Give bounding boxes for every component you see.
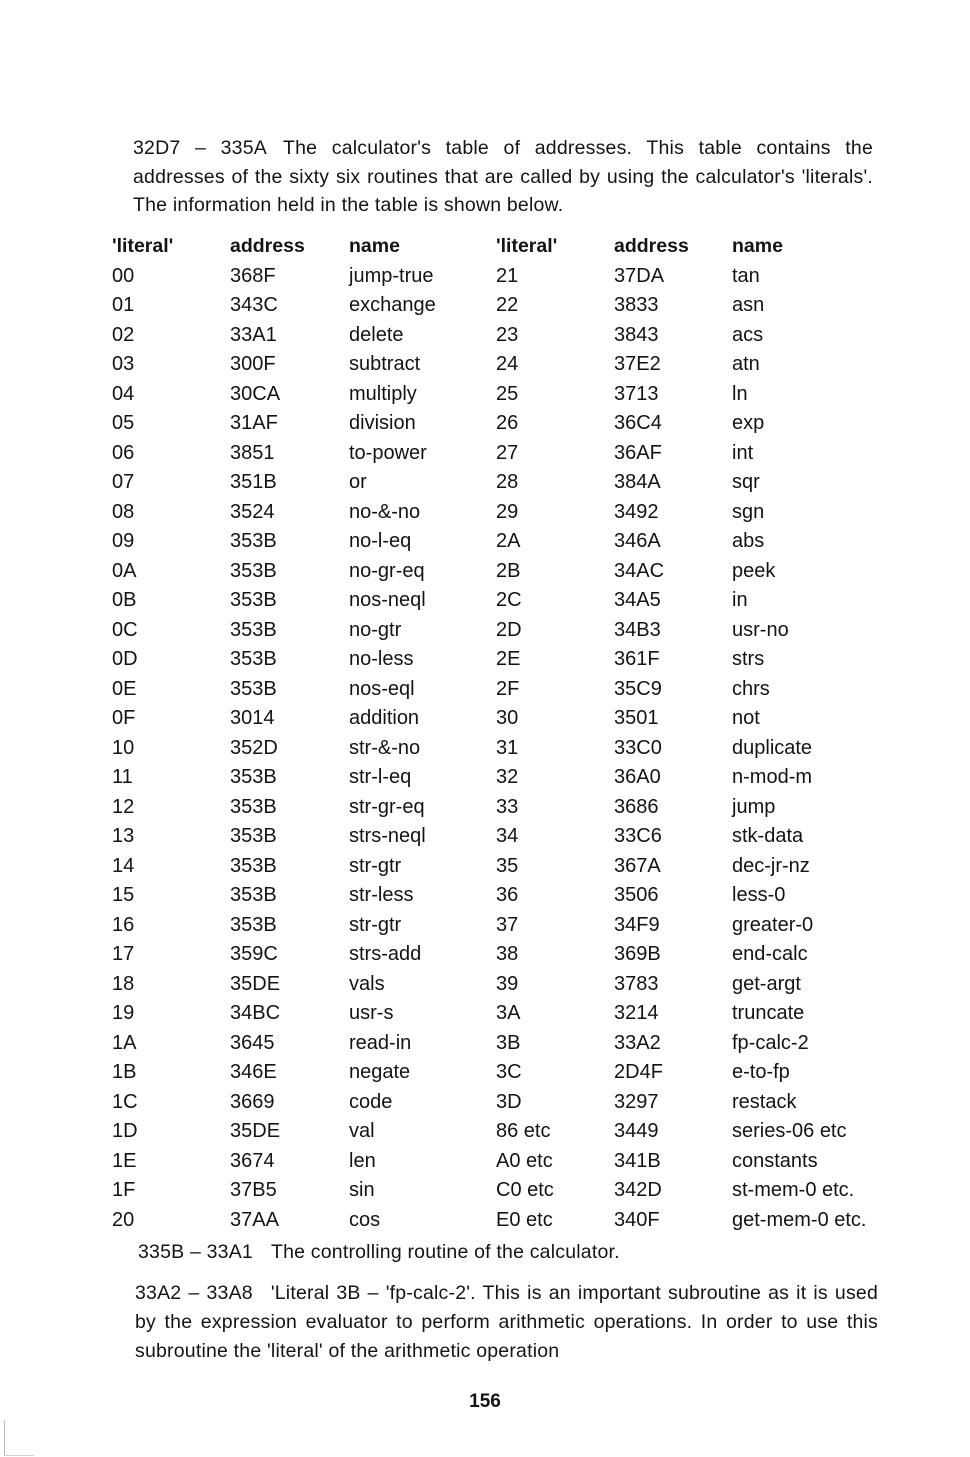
cell-name-right: strs (732, 648, 765, 670)
cell-name-right: jump (732, 795, 776, 818)
cell-address-right: 36C4 (614, 412, 662, 434)
table-row (112, 1058, 882, 1088)
cell-literal-right: 86 etc (496, 1120, 551, 1142)
cell-name-right: abs (732, 530, 765, 552)
cell-literal-left: 03 (112, 353, 135, 375)
intro-text: The calculator's table of addresses. This table contains the addresses of the sixty six routines that are called by using the calculator's 'literals'. The information held in the table is shown below. (133, 137, 873, 216)
cell-literal-left: 20 (112, 1208, 135, 1231)
table-row (112, 645, 882, 675)
cell-name-left: str-gtr (349, 913, 402, 936)
cell-address-right: 367A (614, 854, 661, 877)
cell-address-right: 3214 (614, 1002, 659, 1024)
cell-literal-left: 14 (112, 854, 135, 877)
cell-name-right: truncate (732, 1002, 805, 1024)
cell-address-left: 3524 (230, 500, 275, 523)
table-row (112, 527, 882, 557)
cell-address-right: 342D (614, 1179, 662, 1201)
cell-name-left: multiply (349, 382, 417, 405)
table-row (112, 380, 882, 410)
cell-name-left: division (349, 412, 416, 434)
cell-literal-right: 23 (496, 323, 519, 346)
table-row (112, 350, 882, 380)
cell-literal-right: 2A (496, 530, 521, 552)
cell-literal-right: 39 (496, 972, 519, 995)
cell-address-left: 35DE (230, 972, 281, 995)
cell-literal-right: 2B (496, 559, 521, 582)
cell-address-right: 3492 (614, 500, 659, 523)
cell-name-right: dec-jr-nz (732, 854, 810, 877)
cell-literal-right: 37 (496, 913, 519, 936)
cell-literal-left: 1B (112, 1061, 137, 1083)
cell-name-left: read-in (349, 1031, 412, 1054)
cell-address-left: 353B (230, 795, 277, 818)
cell-address-left: 351B (230, 471, 277, 493)
cell-address-left: 3014 (230, 707, 275, 729)
table-row (112, 468, 882, 498)
cell-address-left: 353B (230, 913, 277, 936)
cell-address-left: 300F (230, 353, 276, 375)
cell-literal-right: 35 (496, 854, 519, 877)
cell-name-right: acs (732, 323, 764, 346)
cell-literal-right: 25 (496, 382, 519, 405)
cell-address-right: 361F (614, 648, 660, 670)
literals-table (112, 232, 882, 1235)
table-body (112, 262, 882, 1236)
cell-literal-left: 1C (112, 1090, 138, 1113)
cell-literal-right: 3B (496, 1031, 521, 1054)
scan-edge-mark-bottom (4, 1455, 34, 1456)
cell-address-left: 37B5 (230, 1179, 277, 1201)
cell-name-left: to-power (349, 441, 427, 464)
table-row (112, 911, 882, 941)
cell-name-left: usr-s (349, 1002, 394, 1024)
table-row (112, 1029, 882, 1059)
cell-literal-left: 17 (112, 943, 135, 965)
cell-address-right: 3843 (614, 323, 659, 346)
cell-name-left: vals (349, 972, 385, 995)
table-row (112, 1117, 882, 1147)
cell-address-right: 34B3 (614, 618, 661, 641)
cell-literal-left: 01 (112, 294, 135, 316)
cell-address-right: 3686 (614, 795, 659, 818)
cell-address-left: 3674 (230, 1149, 275, 1172)
cell-address-right: 34F9 (614, 913, 660, 936)
cell-literal-left: 11 (112, 766, 133, 788)
cell-name-right: usr-no (732, 618, 789, 641)
cell-name-left: str-gtr (349, 854, 402, 877)
cell-literal-right: 22 (496, 294, 519, 316)
cell-address-right: 2D4F (614, 1061, 663, 1083)
table-row (112, 1088, 882, 1118)
table-header-row (112, 232, 882, 262)
cell-literal-right: 3A (496, 1002, 521, 1024)
cell-literal-left: 1D (112, 1120, 138, 1142)
cell-name-left: negate (349, 1061, 411, 1083)
cell-literal-right: 34 (496, 825, 519, 847)
table-row (112, 881, 882, 911)
cell-literal-left: 12 (112, 795, 135, 818)
cell-name-left: nos-neql (349, 589, 426, 611)
cell-literal-right: 2E (496, 648, 521, 670)
cell-literal-right: 21 (496, 264, 519, 287)
cell-address-left: 3645 (230, 1031, 275, 1054)
table-row (112, 852, 882, 882)
cell-name-left: no-gr-eq (349, 559, 425, 582)
para2-text: 'Literal 3B – 'fp-calc-2'. This is an important subroutine as it is used by the expression evaluator to perform arithmetic operations. In order to use this subroutine the 'literal' of the arithmetic operation (135, 1282, 878, 1362)
cell-name-right: st-mem-0 etc. (732, 1179, 855, 1201)
cell-address-left: 353B (230, 618, 277, 641)
cell-name-right: sgn (732, 500, 765, 523)
cell-literal-left: 06 (112, 441, 135, 464)
cell-name-right: end-calc (732, 943, 808, 965)
table-row (112, 793, 882, 823)
cell-literal-right: 31 (496, 736, 519, 759)
cell-literal-left: 00 (112, 264, 135, 287)
cell-name-right: stk-data (732, 825, 804, 847)
cell-literal-right: 36 (496, 884, 519, 906)
cell-name-right: duplicate (732, 736, 813, 759)
cell-literal-right: 27 (496, 441, 519, 464)
cell-literal-right: 30 (496, 707, 519, 729)
cell-literal-left: 0C (112, 618, 138, 641)
cell-address-left: 353B (230, 677, 277, 700)
cell-address-left: 30CA (230, 382, 281, 405)
page-number: 156 (469, 1391, 501, 1412)
cell-name-left: strs-neql (349, 825, 426, 847)
cell-literal-right: 26 (496, 412, 519, 434)
table-row (112, 704, 882, 734)
cell-name-right: not (732, 707, 760, 729)
table-row (112, 734, 882, 764)
cell-address-right: 3297 (614, 1090, 659, 1113)
cell-literal-left: 18 (112, 972, 135, 995)
cell-name-left: no-gtr (349, 618, 402, 641)
cell-name-right: series-06 etc (732, 1120, 847, 1142)
cell-literal-right: 3C (496, 1061, 522, 1083)
table-row (112, 498, 882, 528)
cell-address-right: 3783 (614, 972, 659, 995)
cell-address-left: 31AF (230, 412, 278, 434)
cell-name-right: atn (732, 353, 760, 375)
table-row (112, 557, 882, 587)
cell-address-right: 33C6 (614, 825, 662, 847)
cell-name-right: ln (732, 382, 748, 405)
cell-address-right: 33A2 (614, 1031, 661, 1054)
cell-literal-right: 3D (496, 1090, 522, 1113)
table-row (112, 822, 882, 852)
cell-literal-left: 16 (112, 913, 135, 936)
header-literal-left: 'literal' (112, 235, 174, 257)
cell-address-left: 33A1 (230, 323, 277, 346)
header-address-left: address (230, 235, 305, 257)
header-address-right: address (614, 235, 689, 257)
cell-address-left: 3851 (230, 441, 275, 464)
cell-address-left: 352D (230, 736, 278, 759)
cell-name-left: str-&-no (349, 736, 421, 759)
intro-address-range: 32D7 – 335A (133, 137, 267, 159)
cell-address-right: 36A0 (614, 766, 661, 788)
cell-literal-left: 09 (112, 530, 135, 552)
table-row (112, 409, 882, 439)
cell-name-left: val (349, 1120, 375, 1142)
cell-literal-left: 15 (112, 884, 135, 906)
cell-name-left: no-less (349, 648, 414, 670)
cell-name-right: peek (732, 559, 776, 582)
cell-name-left: jump-true (349, 264, 434, 287)
cell-literal-left: 0F (112, 707, 136, 729)
cell-name-left: nos-eql (349, 677, 415, 700)
cell-address-right: 340F (614, 1208, 660, 1231)
cell-address-left: 353B (230, 559, 277, 582)
cell-address-left: 353B (230, 825, 277, 847)
cell-literal-left: 0A (112, 559, 137, 582)
cell-name-left: len (349, 1149, 376, 1172)
cell-address-right: 384A (614, 471, 661, 493)
cell-address-right: 34A5 (614, 589, 661, 611)
cell-name-left: no-&-no (349, 500, 421, 523)
intro-paragraph (133, 134, 873, 220)
cell-name-left: str-less (349, 884, 414, 906)
cell-address-right: 369B (614, 943, 661, 965)
cell-name-right: fp-calc-2 (732, 1031, 809, 1054)
cell-literal-left: 1E (112, 1149, 137, 1172)
cell-literal-left: 05 (112, 412, 135, 434)
cell-address-left: 343C (230, 294, 278, 316)
cell-address-right: 3449 (614, 1120, 659, 1142)
cell-name-left: delete (349, 323, 404, 346)
table-row (112, 586, 882, 616)
scan-edge-mark (4, 1420, 5, 1456)
cell-name-right: sqr (732, 471, 760, 493)
para2-address-range: 33A2 – 33A8 (135, 1282, 253, 1304)
header-name-right: name (732, 235, 783, 257)
cell-literal-right: 24 (496, 353, 519, 375)
cell-literal-right: E0 etc (496, 1208, 553, 1231)
header-literal-right: 'literal' (496, 235, 558, 257)
cell-literal-left: 02 (112, 323, 135, 346)
cell-literal-right: 2C (496, 589, 522, 611)
cell-address-left: 353B (230, 884, 277, 906)
cell-name-left: addition (349, 707, 420, 729)
table-row (112, 1206, 882, 1236)
cell-address-left: 353B (230, 854, 277, 877)
cell-name-right: asn (732, 294, 765, 316)
cell-address-right: 346A (614, 530, 661, 552)
table-row (112, 940, 882, 970)
table-row (112, 763, 882, 793)
header-name-left: name (349, 235, 400, 257)
cell-address-right: 35C9 (614, 677, 662, 700)
cell-literal-right: 2D (496, 618, 522, 641)
cell-literal-left: 13 (112, 825, 135, 847)
para1-address-range: 335B – 33A1 (138, 1241, 253, 1263)
cell-literal-right: 33 (496, 795, 519, 818)
table-row (112, 321, 882, 351)
cell-address-right: 34AC (614, 559, 665, 582)
cell-address-left: 34BC (230, 1002, 281, 1024)
paragraph-controlling-routine (138, 1238, 878, 1267)
cell-literal-left: 10 (112, 736, 135, 759)
cell-literal-right: C0 etc (496, 1179, 554, 1201)
cell-literal-right: 32 (496, 766, 519, 788)
cell-literal-left: 04 (112, 382, 135, 405)
cell-name-left: exchange (349, 294, 436, 316)
cell-address-left: 353B (230, 648, 277, 670)
cell-name-right: less-0 (732, 884, 786, 906)
cell-literal-right: 28 (496, 471, 519, 493)
cell-address-right: 36AF (614, 441, 662, 464)
cell-address-right: 341B (614, 1149, 661, 1172)
cell-literal-right: 2F (496, 677, 520, 700)
cell-address-right: 3506 (614, 884, 659, 906)
cell-address-left: 35DE (230, 1120, 281, 1142)
cell-address-right: 33C0 (614, 736, 662, 759)
cell-name-left: strs-add (349, 943, 422, 965)
paragraph-fp-calc-2 (135, 1279, 878, 1366)
table-row (112, 970, 882, 1000)
cell-literal-right: 29 (496, 500, 519, 523)
cell-name-left: subtract (349, 353, 421, 375)
cell-address-left: 368F (230, 264, 276, 287)
cell-name-right: int (732, 441, 754, 464)
cell-address-left: 359C (230, 943, 278, 965)
cell-literal-left: 1A (112, 1031, 137, 1054)
table-row (112, 616, 882, 646)
table-row (112, 675, 882, 705)
table-row (112, 439, 882, 469)
cell-address-left: 353B (230, 766, 277, 788)
cell-name-left: no-l-eq (349, 530, 412, 552)
para1-text: The controlling routine of the calculator. (270, 1241, 620, 1263)
cell-name-left: str-l-eq (349, 766, 412, 788)
table-row (112, 1176, 882, 1206)
cell-name-left: sin (349, 1179, 375, 1201)
cell-name-right: get-mem-0 etc. (732, 1208, 867, 1231)
cell-literal-left: 08 (112, 500, 135, 523)
table-row (112, 1147, 882, 1177)
cell-address-left: 346E (230, 1061, 277, 1083)
cell-name-left: cos (349, 1208, 381, 1231)
cell-name-right: constants (732, 1149, 818, 1172)
cell-name-right: exp (732, 412, 765, 434)
cell-literal-right: A0 etc (496, 1149, 553, 1172)
cell-name-right: get-argt (732, 972, 801, 995)
cell-address-right: 37DA (614, 264, 665, 287)
cell-name-right: restack (732, 1090, 797, 1113)
cell-literal-left: 0E (112, 677, 137, 700)
table-row (112, 291, 882, 321)
table-row (112, 999, 882, 1029)
cell-name-right: tan (732, 264, 760, 287)
cell-name-left: code (349, 1090, 393, 1113)
cell-address-left: 353B (230, 530, 277, 552)
cell-address-right: 3501 (614, 707, 659, 729)
cell-name-right: greater-0 (732, 913, 814, 936)
cell-address-right: 37E2 (614, 353, 661, 375)
cell-name-right: e-to-fp (732, 1061, 790, 1083)
cell-name-left: or (349, 471, 367, 493)
cell-name-left: str-gr-eq (349, 795, 425, 818)
cell-literal-left: 1F (112, 1179, 136, 1201)
cell-name-right: in (732, 589, 748, 611)
cell-address-right: 3713 (614, 382, 659, 405)
cell-literal-left: 07 (112, 471, 135, 493)
cell-literal-right: 38 (496, 943, 519, 965)
cell-literal-left: 19 (112, 1002, 135, 1024)
cell-address-left: 37AA (230, 1208, 279, 1231)
cell-address-left: 3669 (230, 1090, 275, 1113)
cell-address-right: 3833 (614, 294, 659, 316)
cell-name-right: chrs (732, 677, 770, 700)
cell-literal-left: 0B (112, 589, 137, 611)
table-row (112, 262, 882, 292)
cell-name-right: n-mod-m (732, 766, 813, 788)
cell-literal-left: 0D (112, 648, 138, 670)
cell-address-left: 353B (230, 589, 277, 611)
